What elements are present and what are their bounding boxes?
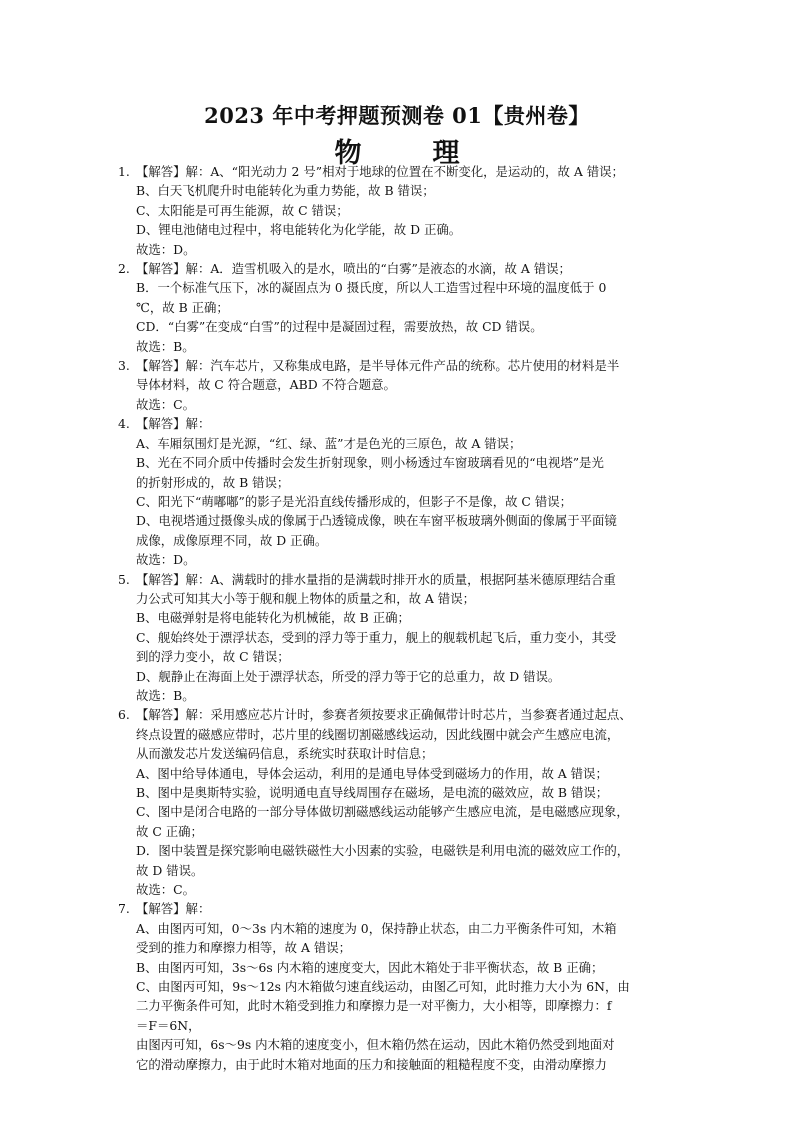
answer-line: B、由图丙可知，3s～6s 内木箱的速度变大，因此木箱处于非平衡状态，故 B 正确；: [136, 959, 604, 975]
answer-line: C、舰始终处于漂浮状态，受到的浮力等于重力，舰上的舰载机起飞后，重力变小，其受: [136, 629, 617, 645]
answer-line: C、由图丙可知，9s～12s 内木箱做匀速直线运动，由图乙可知，此时推力大小为 6N，由: [136, 979, 630, 995]
answer-line: 故选：B。: [136, 687, 195, 703]
answer-line: 故选：C。: [136, 396, 196, 412]
answer-line: CD．“白雾”在变成“白雪”的过程中是凝固过程，需要放热，故 CD 错误。: [136, 319, 543, 335]
answer-line: B、白天飞机爬升时电能转化为重力势能，故 B 错误；: [136, 183, 435, 199]
subject-heading: 物 理: [334, 138, 482, 169]
answer-line: C、阳光下“萌嘟嘟”的影子是光沿直线传播形成的，但影子不是像，故 C 错误；: [136, 493, 573, 509]
answer-line: 由图丙可知，6s～9s 内木箱的速度变小，但木箱仍然在运动，因此木箱仍然受到地面对: [136, 1037, 615, 1053]
answer-line: 故选：D。: [136, 552, 196, 568]
answer-list: [118, 162, 680, 1074]
answer-line: 它的滑动摩擦力，由于此时木箱对地面的压力和接触面的粗糙程度不变，由滑动摩擦力: [136, 1056, 607, 1072]
answer-body: [118, 162, 680, 259]
answer-line: ℃，故 B 正确；: [136, 299, 229, 315]
answer-line: D、舰静止在海面上处于漂浮状态，所受的浮力等于它的总重力，故 D 错误。: [136, 668, 561, 684]
answer-item: [118, 414, 680, 569]
answer-item: [118, 162, 680, 259]
answer-line: 【解答】解：A、满载时的排水量指的是满载时排开水的质量，根据阿基米德原理结合重: [136, 571, 616, 587]
answer-line: C、太阳能是可再生能源，故 C 错误；: [136, 202, 349, 218]
answer-body: [118, 356, 680, 414]
answer-line: D、锂电池储电过程中，将电能转化为化学能，故 D 正确。: [136, 222, 462, 238]
answer-line: B．一个标准气压下，冰的凝固点为 0 摄氏度，所以人工造雪过程中环境的温度低于 0: [136, 280, 607, 296]
answer-line: 到的浮力变小，故 C 错误；: [136, 649, 290, 665]
answer-line: A、图中给导体通电，导体会运动，利用的是通电导体受到磁场力的作用，故 A 错误；: [136, 765, 608, 781]
answer-number: 2.: [118, 261, 130, 277]
answer-line: 故选：C。: [136, 882, 196, 898]
answer-line: 故选：D。: [136, 241, 196, 257]
answer-line: 【解答】解：采用感应芯片计时，参赛者须按要求正确佩带计时芯片，当参赛者通过起点、: [136, 707, 632, 723]
answer-item: [118, 356, 680, 414]
answer-item: [118, 570, 680, 706]
answer-item: [118, 705, 680, 899]
answer-body: [118, 414, 680, 569]
answer-body: [118, 570, 680, 706]
answer-number: 1.: [118, 164, 130, 179]
answer-line: B、电磁弹射是将电能转化为机械能，故 B 正确；: [136, 610, 410, 626]
answer-number: 6.: [118, 707, 130, 723]
answer-body: [118, 899, 680, 1074]
answer-line: 从而激发芯片发送编码信息，系统实时获取计时信息；: [136, 746, 434, 762]
answer-item: [118, 259, 680, 356]
answer-number: 3.: [118, 358, 130, 374]
answer-number: 5.: [118, 571, 130, 587]
answer-line: 二力平衡条件可知，此时木箱受到推力和摩擦力是一对平衡力，大小相等，即摩擦力：f: [136, 998, 612, 1014]
answer-item: [118, 899, 680, 1074]
answer-line: 【解答】解：A、“阳光动力 2 号”相对于地球的位置在不断变化，是运动的，故 A 错误；: [136, 164, 624, 179]
answer-line: 【解答】解：: [136, 901, 211, 917]
page-title: 2023 年中考押题预测卷 01【贵州卷】: [204, 103, 590, 128]
answer-line: A、由图丙可知，0～3s 内木箱的速度为 0，保持静止状态，由二力平衡条件可知，木箱: [136, 920, 617, 936]
answer-line: C、图中是闭合电路的一部分导体做切割磁感线运动能够产生感应电流，是电磁感应现象，: [136, 804, 629, 820]
answer-number: 7.: [118, 901, 130, 917]
answer-line: 【解答】解：: [136, 416, 211, 432]
answer-line: ＝F＝6N，: [136, 1017, 201, 1033]
answer-line: B、图中是奥斯特实验，说明通电直导线周围存在磁场，是电流的磁效应，故 B 错误；: [136, 785, 609, 800]
answer-line: 受到的推力和摩擦力相等，故 A 错误；: [136, 940, 352, 956]
answer-line: A、车厢氛围灯是光源，“红、绿、蓝”才是色光的三原色，故 A 错误；: [136, 435, 522, 451]
answer-number: 4.: [118, 416, 130, 432]
answer-line: D、电视塔通过摄像头成的像属于凸透镜成像，映在车窗平板玻璃外侧面的像属于平面镜: [136, 513, 617, 529]
answer-line: 故选：B。: [136, 338, 195, 354]
answer-line: B、光在不同介质中传播时会发生折射现象，则小杨透过车窗玻璃看见的“电视塔”是光: [136, 455, 604, 471]
answer-body: [118, 705, 680, 899]
answer-line: 故 C 正确；: [136, 823, 203, 839]
answer-line: 成像，成像原理不同，故 D 正确。: [136, 532, 328, 548]
answer-line: 故 D 错误。: [136, 862, 204, 878]
answer-body: [118, 259, 680, 356]
answer-line: 导体材料，故 C 符合题意，ABD 不符合题意。: [136, 377, 396, 393]
answer-line: 的折射形成的，故 B 错误；: [136, 474, 290, 490]
answer-line: 终点设置的磁感应带时，芯片里的线圈切割磁感线运动，因此线圈中就会产生感应电流，: [136, 726, 620, 742]
answer-line: 【解答】解：A．造雪机吸入的是水，喷出的“白雾”是液态的水滴，故 A 错误；: [136, 261, 571, 277]
answer-line: 【解答】解：汽车芯片，又称集成电路，是半导体元件产品的统称。芯片使用的材料是半: [136, 358, 620, 374]
answer-line: 力公式可知其大小等于舰和舰上物体的质量之和，故 A 错误；: [136, 590, 475, 606]
answer-line: D．图中装置是探究影响电磁铁磁性大小因素的实验，电磁铁是利用电流的磁效应工作的，: [136, 843, 630, 859]
